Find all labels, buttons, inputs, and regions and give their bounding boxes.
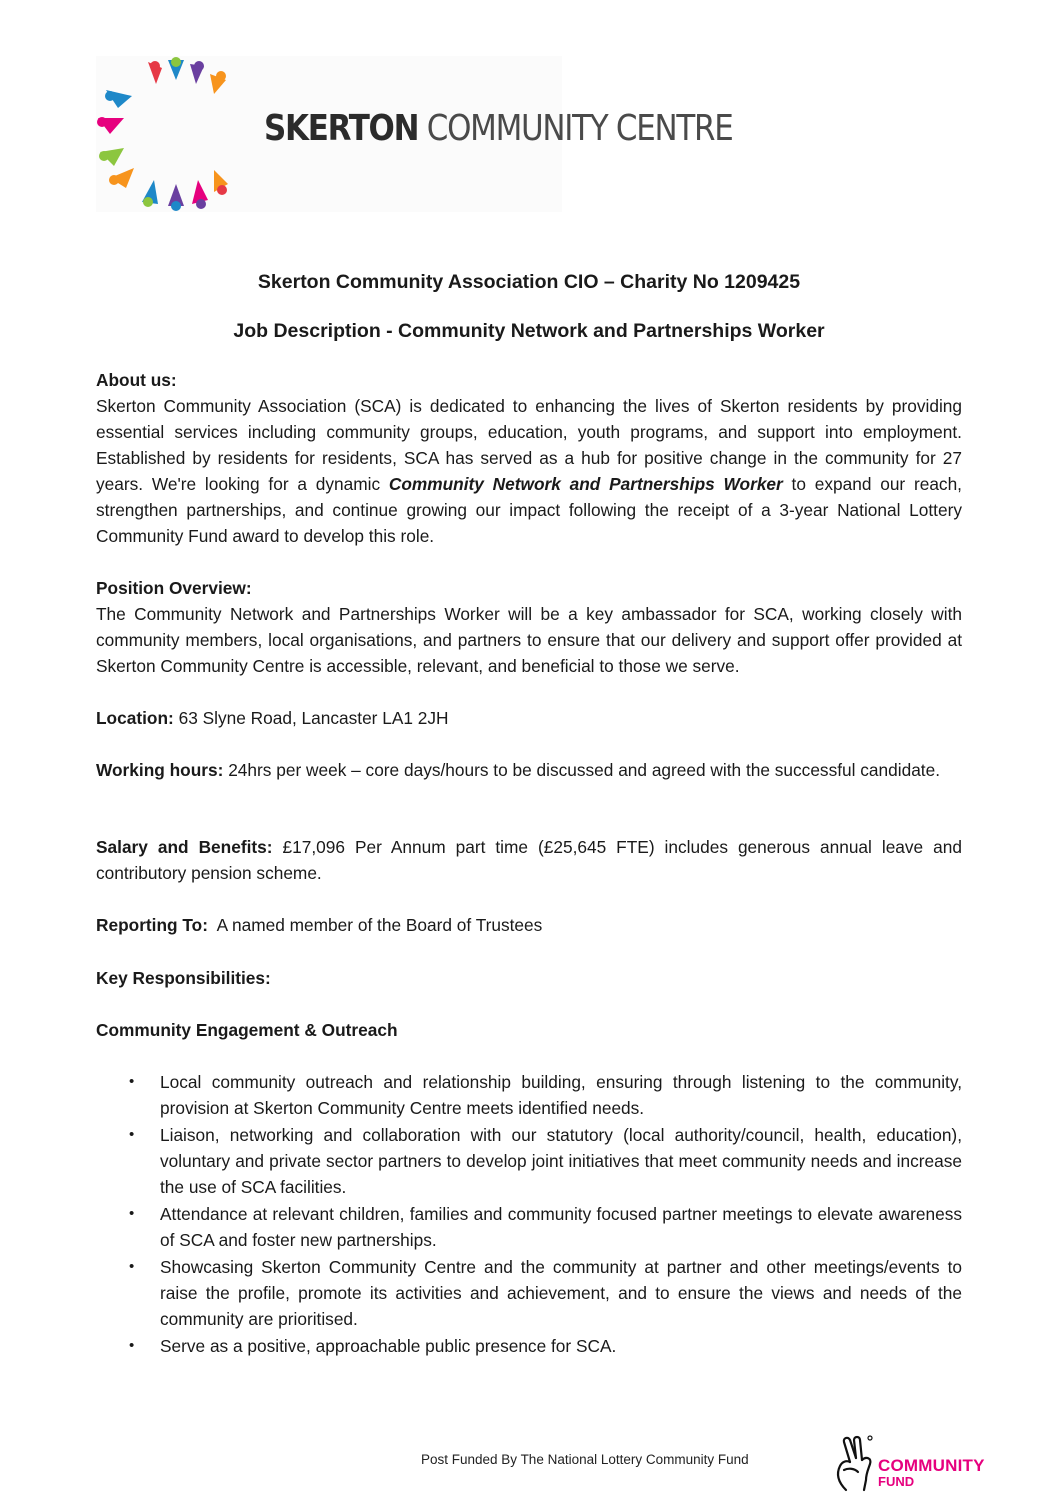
hours-value: 24hrs per week – core days/hours to be discussed and agreed with the successful candidate. (228, 760, 941, 780)
responsibilities-list (96, 1069, 962, 1360)
charity-heading: Skerton Community Association CIO – Charity No 1209425 (257, 271, 801, 293)
location-line (96, 705, 962, 731)
key-responsibilities-text: Key Responsibilities: (96, 968, 271, 988)
list-item (96, 1333, 962, 1359)
reporting-value: A named member of the Board of Trustees (216, 915, 543, 935)
list-item-text: Serve as a positive, approachable public presence for SCA. (160, 1336, 617, 1356)
list-item-text: Liaison, networking and collaboration with our statutory (local authority/council, health, education), voluntary and private sector partners to develop joint initiatives that meet community needs and increase the use of SCA facilities. (160, 1125, 962, 1197)
list-item (96, 1201, 962, 1253)
overview-label: Position Overview: (96, 578, 252, 598)
bullet-icon: • (129, 1337, 135, 1354)
location-value: 63 Slyne Road, Lancaster LA1 2JH (178, 708, 449, 728)
salary-line (96, 834, 962, 886)
logo-text-bold: SKERTON (264, 108, 419, 149)
key-responsibilities-label (96, 965, 962, 991)
community-fund-logo (830, 1434, 992, 1494)
overview-section (96, 575, 962, 679)
section-title (96, 1017, 962, 1043)
people-circle-logo-icon (96, 56, 256, 212)
about-text-before: Skerton Community Association (SCA) is dedicated to enhancing the lives of Skerton residents by providing essential services including community groups, education, youth programs, and support into employment. Established by residents for residents, SCA has served as a hub for positive change in the community for 27 years. We're looking for a dynamic (96, 396, 962, 494)
list-item (96, 1254, 962, 1332)
list-item-text: Showcasing Skerton Community Centre and the community at partner and other meetings/events to raise the profile, promote its activities and achievement, and to ensure the views and needs of the community are prioritised. (160, 1257, 962, 1329)
logo-text-regular: COMMUNITY CENTRE (426, 108, 733, 149)
reporting-label: Reporting To: (96, 915, 208, 935)
fund-logo-line1: COMMUNITY (878, 1456, 985, 1475)
list-item (96, 1069, 962, 1121)
job-title-heading: Job Description - Community Network and Partnerships Worker (233, 320, 825, 342)
location-label: Location: (96, 708, 174, 728)
hours-line (96, 757, 962, 783)
hours-label: Working hours: (96, 760, 224, 780)
list-item (96, 1122, 962, 1200)
about-text (96, 393, 962, 549)
about-role-highlight: Community Network and Partnerships Worker (388, 474, 783, 494)
about-label: About us: (96, 370, 177, 390)
footer-funding-text: Post Funded By The National Lottery Community Fund (421, 1452, 749, 1467)
salary-label: Salary and Benefits: (96, 837, 273, 857)
about-section (96, 367, 962, 549)
bullet-icon: • (129, 1258, 135, 1275)
reporting-line (96, 912, 962, 938)
list-item-text: Local community outreach and relationship building, ensuring through listening to the community, provision at Skerton Community Centre meets identified needs. (160, 1072, 962, 1118)
bullet-icon: • (129, 1205, 135, 1222)
section-title-text: Community Engagement & Outreach (96, 1020, 398, 1040)
logo-wordmark (264, 108, 732, 149)
fund-logo-line2: FUND (878, 1474, 915, 1489)
bullet-icon: • (129, 1073, 135, 1090)
about-text-after: to expand our reach, strengthen partnerships, and continue growing our impact following the receipt of a 3-year National Lottery Community Fund award to develop this role. (96, 474, 962, 546)
salary-value: £17,096 Per Annum part time (£25,645 FTE) includes generous annual leave and contributory pension scheme. (96, 837, 962, 883)
overview-text: The Community Network and Partnerships Worker will be a key ambassador for SCA, working closely with community members, local organisations, and partners to ensure that our delivery and support offer provided at Skerton Community Centre is accessible, relevant, and beneficial to those we serve. (96, 604, 962, 676)
skerton-logo (96, 56, 733, 212)
bullet-icon: • (129, 1126, 135, 1143)
crossed-fingers-lottery-icon (832, 1434, 876, 1492)
list-item-text: Attendance at relevant children, families and community focused partner meetings to elevate awareness of SCA and foster new partnerships. (160, 1204, 962, 1250)
